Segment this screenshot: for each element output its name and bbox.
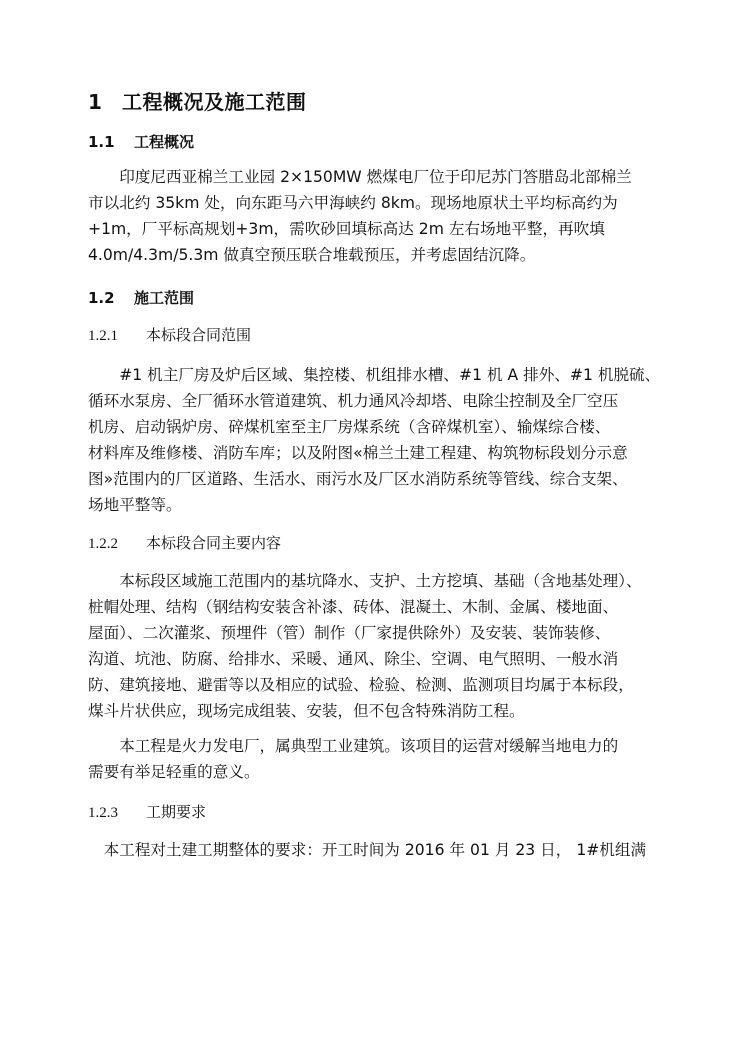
paragraph-line: 场地平整等。 bbox=[88, 496, 182, 514]
heading-number: 1.2.3 bbox=[88, 805, 118, 821]
paragraph-line: 印度尼西亚棉兰工业园 2×150MW 燃煤电厂位于印尼苏门答腊岛北部棉兰 bbox=[88, 168, 632, 186]
paragraph-project-overview bbox=[88, 164, 692, 268]
heading-number: 1.2 bbox=[88, 289, 115, 307]
heading-section-1 bbox=[88, 86, 307, 115]
heading-section-1-2-3 bbox=[88, 801, 206, 822]
paragraph-line: 屋面）、二次灌浆、预埋件（管）制作（厂家提供除外）及安装、装饰装修、 bbox=[88, 624, 611, 642]
paragraph-line: 市以北约 35km 处，向东距马六甲海峡约 8km。现场地原状土平均标高约为 bbox=[88, 194, 618, 212]
paragraph-line: 材料库及维修楼、消防车库；以及附图«棉兰土建工程建、构筑物标段划分示意 bbox=[88, 444, 628, 462]
paragraph-line: +1m，厂平标高规划+3m，需吹砂回填标高达 2m 左右场地平整，再吹填 bbox=[88, 220, 605, 238]
paragraph-line: 4.0m/4.3m/5.3m 做真空预压联合堆载预压，并考虑固结沉降。 bbox=[88, 246, 536, 264]
paragraph-line: 本标段区域施工范围内的基坑降水、支护、土方挖填、基础（含地基处理）、 bbox=[88, 572, 642, 590]
paragraph-significance bbox=[88, 733, 692, 785]
paragraph-schedule bbox=[88, 837, 692, 863]
paragraph-contract-scope bbox=[88, 362, 692, 518]
heading-section-1-2 bbox=[88, 287, 194, 308]
paragraph-line: 防、建筑接地、避雷等以及相应的试验、检验、检测、监测项目均属于本标段， bbox=[88, 676, 634, 694]
paragraph-line: 本工程对土建工期整体的要求：开工时间为 2016 年 01 月 23 日， 1#机组满 bbox=[88, 841, 647, 859]
paragraph-main-contents bbox=[88, 568, 692, 724]
paragraph-line: 煤斗片状供应，现场完成组装、安装，但不包含特殊消防工程。 bbox=[88, 702, 525, 720]
heading-title: 施工范围 bbox=[134, 289, 195, 307]
heading-title: 工程概况 bbox=[134, 133, 195, 151]
paragraph-line: 桩帽处理、结构（钢结构安装含补漆、砖体、混凝土、木制、金属、楼地面、 bbox=[88, 598, 619, 616]
paragraph-line: #1 机主厂房及炉后区域、集控楼、机组排水槽、#1 机 A 排外、#1 机脱硫、 bbox=[88, 366, 661, 384]
heading-section-1-1 bbox=[88, 131, 194, 152]
heading-title: 工期要求 bbox=[146, 803, 207, 821]
paragraph-line: 需要有举足轻重的意义。 bbox=[88, 763, 260, 781]
heading-title: 工程概况及施工范围 bbox=[122, 90, 307, 114]
heading-title: 本标段合同范围 bbox=[146, 326, 252, 344]
heading-number: 1.1 bbox=[88, 133, 115, 151]
heading-number: 1 bbox=[88, 90, 103, 114]
paragraph-line: 机房、启动锅炉房、碎煤机室至主厂房煤系统（含碎煤机室）、输煤综合楼、 bbox=[88, 418, 611, 436]
heading-title: 本标段合同主要内容 bbox=[146, 534, 282, 552]
paragraph-line: 本工程是火力发电厂，属典型工业建筑。该项目的运营对缓解当地电力的 bbox=[88, 737, 619, 755]
heading-number: 1.2.2 bbox=[88, 536, 118, 552]
heading-section-1-2-1 bbox=[88, 324, 251, 345]
paragraph-line: 循环水泵房、全厂循环水管道建筑、机力通风冷却塔、电除尘控制及全厂空压 bbox=[88, 392, 619, 410]
paragraph-line: 图»范围内的厂区道路、生活水、雨污水及厂区水消防系统等管线、综合支架、 bbox=[88, 470, 628, 488]
paragraph-line: 沟道、坑池、防腐、给排水、采暖、通风、除尘、空调、电气照明、一般水消 bbox=[88, 650, 619, 668]
heading-number: 1.2.1 bbox=[88, 328, 118, 344]
heading-section-1-2-2 bbox=[88, 532, 281, 553]
